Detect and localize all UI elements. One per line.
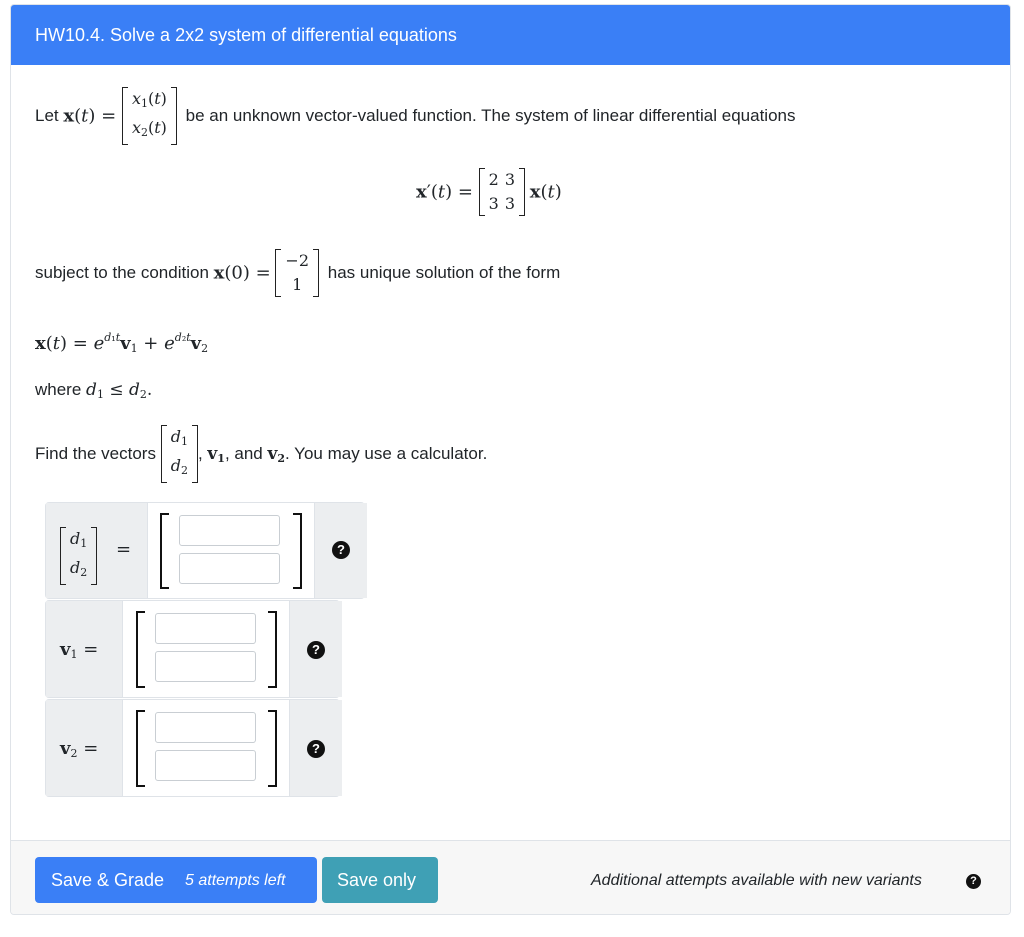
d1-input[interactable] [179,515,280,546]
left-bracket [160,513,169,589]
save-only-label: Save only [337,870,417,890]
matrix-cell: −2 [285,251,310,270]
find-line: Find the vectors $d_1$ $d_2$ , $v_1$, and $v_2$. You may use a calculator. [35,425,487,483]
where-text: where [35,380,82,399]
v1-label: $v_1$ = [60,639,99,661]
v2-answer-group [45,699,340,797]
d-inequality: $d_1 \le d_2$. [86,380,153,401]
right-bracket [268,611,277,688]
d-vector: $d_1$ $d_2$ [161,425,198,483]
system-matrix [479,168,525,216]
intro-line [35,87,796,145]
v1-first-input[interactable] [155,613,256,644]
matrix-cell: 2 [488,170,499,189]
v2-second-input[interactable] [155,750,256,781]
matrix-cell: 1 [292,275,303,294]
v1-answer-group [45,600,340,698]
d-help-area [314,503,367,598]
d-label-vector: $d_1$ $d_2$ [60,527,97,585]
info-help-icon[interactable]: ? [966,874,981,889]
matrix-cell: 3 [504,194,516,213]
x-components-matrix: $x_1(t)$ $x_2(t)$ [122,87,177,145]
condition-suffix-text: has unique solution of the form [327,263,561,282]
condition-prefix-text: subject to the condition [35,263,209,282]
attempts-left-label: 5 attempts left [185,872,286,889]
x-of-zero: x(0) = [213,262,271,284]
d-answer-group [45,502,365,599]
condition-line [35,249,560,297]
initial-condition-matrix [275,249,319,297]
find-prefix-text: Find the vectors [35,444,156,463]
v2-answer-label [46,700,123,796]
equals-sign: = [116,539,132,560]
matrix-cell: 3 [488,194,499,213]
v2-symbol: $v_2$ [267,443,286,465]
v1-help-icon[interactable]: ? [307,641,325,659]
where-line [35,380,152,401]
save-grade-button[interactable] [35,857,317,903]
find-suffix-text: . You may use a calculator. [285,444,488,463]
intro-rest-text: be an unknown vector-valued function. The system of linear differential equations [185,106,796,125]
question-footer [11,840,1010,915]
d-answer-label [46,503,148,598]
question-header [11,5,1010,65]
system-equation [416,168,562,216]
save-only-button[interactable] [322,857,438,903]
d2-input[interactable] [179,553,280,584]
left-bracket [136,710,145,787]
v2-help-icon[interactable]: ? [307,740,325,758]
d-help-icon[interactable]: ? [332,541,350,559]
left-bracket [136,611,145,688]
v2-label: $v_2$ = [60,738,99,760]
intro-let-text: Let [35,106,59,125]
x-of-t-def: x(t) = [63,105,122,127]
matrix-cell: 3 [504,170,516,189]
x-of-t-rhs: x(t) [529,181,562,203]
additional-attempts-note: Additional attempts available with new variants [591,872,922,889]
v1-symbol: $v_1$ [207,443,225,465]
solution-form: $x(t) = e^{d_1t}v_1 + e^{d_2t}v_2$ [35,331,209,355]
v1-help-area [289,601,342,697]
v2-help-area [289,700,342,796]
question-card [10,4,1011,915]
v2-first-input[interactable] [155,712,256,743]
right-bracket [268,710,277,787]
v1-second-input[interactable] [155,651,256,682]
right-bracket [293,513,302,589]
v1-answer-label [46,601,123,697]
save-grade-label: Save & Grade [51,870,165,890]
x-prime-lhs: x′(t) = [416,181,479,203]
question-title: HW10.4. Solve a 2x2 system of differential equations [35,25,457,45]
